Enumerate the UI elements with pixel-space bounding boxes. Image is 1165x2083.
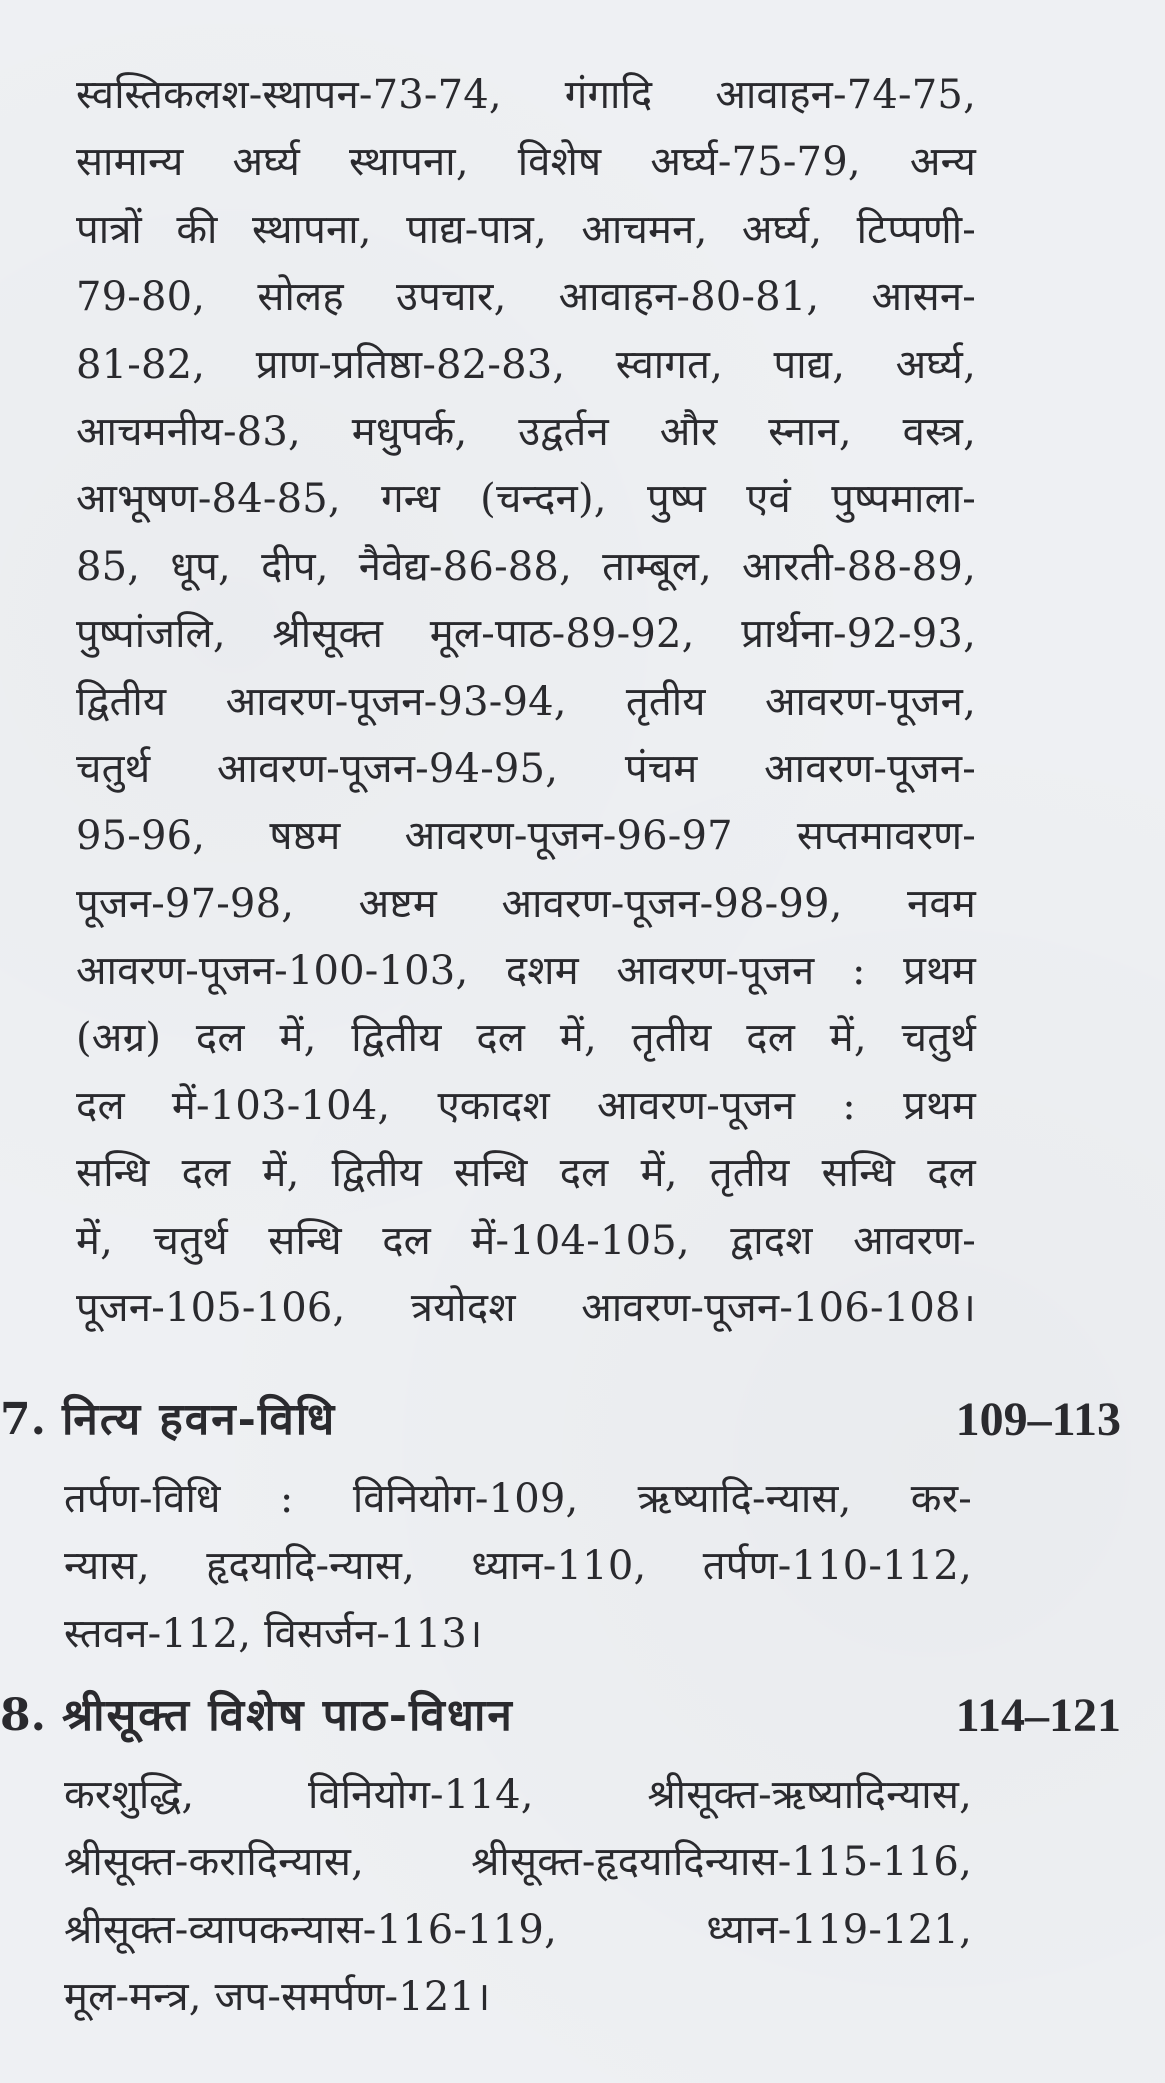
text-line: में, चतुर्थ सन्धि दल में-104-105, द्वादश आवरण- [76, 1217, 976, 1264]
entry-number: 8. [0, 1690, 46, 1741]
text-line: दल में-103-104, एकादश आवरण-पूजन : प्रथम [76, 1082, 976, 1129]
entry-number: 7. [0, 1394, 46, 1445]
contents-entry-7 [0, 1388, 1165, 1657]
text-line: सन्धि दल में, द्वितीय सन्धि दल में, तृतीय सन्धि दल [76, 1150, 976, 1197]
text-line: 95-96, षष्ठम आवरण-पूजन-96-97 सप्तमावरण- [76, 813, 976, 860]
text-line: 81-82, प्राण-प्रतिष्ठा-82-83, स्वागत, पाद्य, अर्घ्य, [76, 341, 976, 388]
text-line: तर्पण-विधि : विनियोग-109, ऋष्यादि-न्यास, कर- [64, 1476, 972, 1522]
entry-page-range: 109–113 [955, 1393, 1121, 1446]
text-line: (अग्र) दल में, द्वितीय दल में, तृतीय दल में, चतुर्थ [76, 1015, 976, 1062]
text-line: द्वितीय आवरण-पूजन-93-94, तृतीय आवरण-पूजन, [76, 678, 976, 725]
entry-title: नित्य हवन-विधि [62, 1394, 337, 1445]
entry-page-range: 114–121 [955, 1689, 1121, 1742]
text-line: आभूषण-84-85, गन्ध (चन्दन), पुष्प एवं पुष्पमाला- [76, 476, 976, 523]
text-line: श्रीसूक्त-करादिन्यास, श्रीसूक्त-हृदयादिन्यास-115-116, [64, 1839, 972, 1886]
contents-continuation-paragraph [76, 62, 976, 1342]
text-line: न्यास, हृदयादि-न्यास, ध्यान-110, तर्पण-110-112, [64, 1543, 972, 1590]
text-line: सामान्य अर्घ्य स्थापना, विशेष अर्घ्य-75-79, अन्य [76, 139, 976, 186]
entry-description [64, 1762, 972, 2032]
entry-heading [0, 1388, 1165, 1452]
entry-heading [0, 1684, 1165, 1748]
text-line: चतुर्थ आवरण-पूजन-94-95, पंचम आवरण-पूजन- [76, 745, 976, 792]
text-line: पुष्पांजलि, श्रीसूक्त मूल-पाठ-89-92, प्रार्थना-92-93, [76, 611, 976, 658]
text-line: स्तवन-112, विसर्जन-113। [64, 1610, 483, 1657]
contents-entry-8 [0, 1684, 1165, 2021]
text-line: मूल-मन्त्र, जप-समर्पण-121। [64, 1974, 491, 2021]
text-line: करशुद्धि, विनियोग-114, श्रीसूक्त-ऋष्यादिन्यास, [64, 1772, 972, 1818]
text-line: श्रीसूक्त-व्यापकन्यास-116-119, ध्यान-119-121, [64, 1906, 972, 1953]
text-line: पात्रों की स्थापना, पाद्य-पात्र, आचमन, अर्घ्य, टिप्पणी- [76, 206, 976, 253]
text-line: आवरण-पूजन-100-103, दशम आवरण-पूजन : प्रथम [76, 948, 976, 995]
text-line: 79-80, सोलह उपचार, आवाहन-80-81, आसन- [76, 274, 976, 321]
text-line: पूजन-97-98, अष्टम आवरण-पूजन-98-99, नवम [76, 880, 976, 927]
entry-description [64, 1466, 972, 1668]
text-line: पूजन-105-106, त्रयोदश आवरण-पूजन-106-108। [76, 1285, 976, 1332]
text-line: आचमनीय-83, मधुपर्क, उद्वर्तन और स्नान, वस्त्र, [76, 408, 976, 455]
text-line: स्वस्तिकलश-स्थापन-73-74, गंगादि आवाहन-74-75, [76, 72, 976, 118]
entry-title: श्रीसूक्त विशेष पाठ-विधान [62, 1690, 514, 1741]
text-line: 85, धूप, दीप, नैवेद्य-86-88, ताम्बूल, आरती-88-89, [76, 543, 976, 590]
